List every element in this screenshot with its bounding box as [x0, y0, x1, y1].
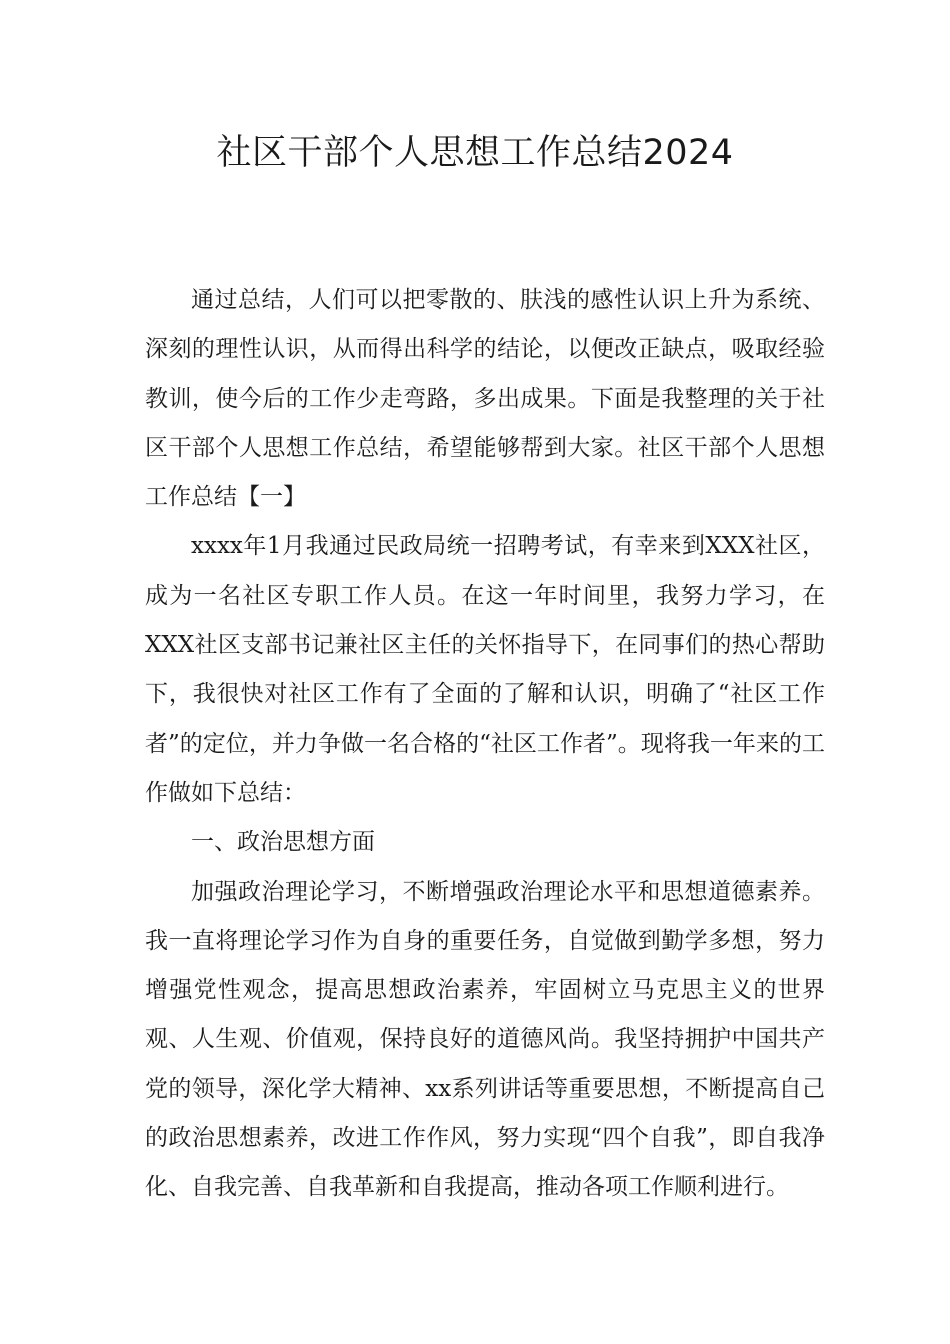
- document-title: 社区干部个人思想工作总结2024: [216, 133, 734, 173]
- section-heading-political: 一、政治思想方面: [191, 829, 375, 856]
- paragraph-political-study: 加强政治理论学习，不断增强政治理论水平和思想道德素养。我一直将理论学习作为自身的重要任务，自觉做到勤学多想，努力增强党性观念，提高思想政治素养，牢固树立马克思主义的世界观、人生观、价值观，保持良好的道德风尚。我坚持拥护中国共产党的领导，深化学大精神、xx系列讲话等重要思想，不断提高自己的政治思想素养，改进工作作风，努力实现“四个自我”，即自我净化、自我完善、自我革新和自我提高，推动各项工作顺利进行。: [145, 878, 825, 1201]
- document-body: [145, 276, 825, 1213]
- paragraph-background: xxxx年1月我通过民政局统一招聘考试，有幸来到XXX社区，成为一名社区专职工作人员。在这一年时间里，我努力学习，在XXX社区支部书记兼社区主任的关怀指导下，在同事们的热心帮助下，我很快对社区工作有了全面的了解和认识，明确了“社区工作者”的定位，并力争做一名合格的“社区工作者”。现将我一年来的工作做如下总结：: [145, 533, 825, 806]
- paragraph-intro: 通过总结，人们可以把零散的、肤浅的感性认识上升为系统、深刻的理性认识，从而得出科学的结论，以便改正缺点，吸取经验教训，使今后的工作少走弯路，多出成果。下面是我整理的关于社区干部个人思想工作总结，希望能够帮到大家。社区干部个人思想工作总结【一】: [145, 287, 825, 511]
